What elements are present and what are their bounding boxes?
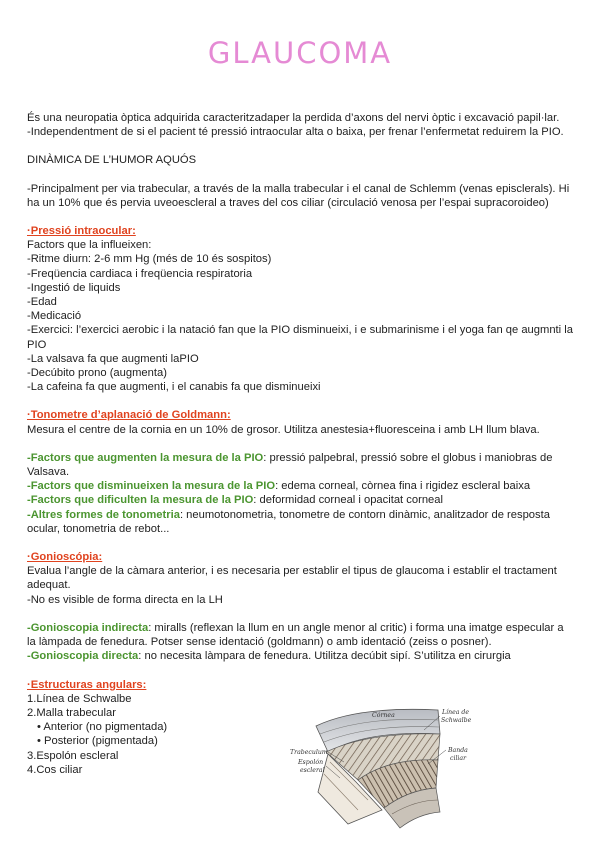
factor-altres xyxy=(27,508,575,536)
factor-label: -Altres formes de tonometria xyxy=(27,508,180,521)
label-trabeculum: Trabeculum xyxy=(290,749,328,756)
gonioscopia-indirecta xyxy=(27,621,575,649)
estructuras-heading: ·Estructuras angulars: xyxy=(27,678,147,691)
factor-dificulten xyxy=(27,493,575,507)
page-title: GLAUCOMA xyxy=(207,36,393,70)
factor-label: -Factors que augmenten la mesura de la PIO xyxy=(27,451,264,464)
list-item: -La valsava fa que augmenti laPIO xyxy=(27,352,199,365)
factor-text: : neumotonometria, tonometre de contorn dinàmic, analitzador de resposta ocular, tonometria de rebot... xyxy=(27,508,550,535)
list-item: -Medicació xyxy=(27,310,82,323)
list-item: -Ingestió de liquids xyxy=(27,281,121,294)
label-espolon-2: escleral xyxy=(300,767,325,774)
dinamica-heading: DINÀMICA DE L’HUMOR AQUÓS xyxy=(27,154,197,167)
factor-text: : deformidad corneal i opacitat corneal xyxy=(253,494,443,507)
pressio-list xyxy=(27,252,575,394)
list-subitem: • Anterior (no pigmentada) xyxy=(37,721,168,734)
dinamica-text: -Principalment per via trabecular, a través de la malla trabecular i el canal de Schlemm (venas episclerals). Hi ha un 10% que és pervia uveoescleral a traves del cos ciliar (circulació venosa per l’espai supracoroideo) xyxy=(27,182,570,209)
tonometre-text: Mesura el centre de la cornia en un 10% de grosor. Utilitza anestesia+fluoresceina i amb LH llum blava. xyxy=(27,423,540,436)
gonioscopia-heading: ·Gonioscópia: xyxy=(27,551,103,564)
label-cornea: Córnea xyxy=(372,712,395,719)
factor-text: : edema corneal, còrnea fina i rigidez escleral baixa xyxy=(275,480,531,493)
factor-disminueixen xyxy=(27,479,575,493)
list-item: -Freqüencia cardiaca i freqüencia respiratoria xyxy=(27,267,253,280)
list-item: -Exercici: l’exercici aerobic i la natació fan que la PIO disminueixi, i e submarinisme i el yoga fan qe augmnti la PIO xyxy=(27,324,573,351)
list-item: -Decúbito prono (augmenta) xyxy=(27,367,167,380)
label-espolon-1: Espolón xyxy=(298,759,324,766)
label-banda-2: ciliar xyxy=(450,755,467,762)
label-linea-2: Schwalbe xyxy=(441,717,472,724)
gonioscopia-indirecta-text: : miralls (reflexan la llum en un angle menor al critic) i forma una imatge especular a la làmpada de fenedura. Potser sense identació (goldmann) o amb identació (zeiss o posner). xyxy=(27,621,564,649)
intro-note: -Independentment de si el pacient té pressió intraocular alta o baixa, per frenar l’enfermetat reduirem la PIO. xyxy=(27,126,564,139)
gonioscopia-note: -No es visible de forma directa en la LH xyxy=(27,593,223,606)
pressio-intro: Factors que la influeixen: xyxy=(27,239,152,252)
factor-augmenten xyxy=(27,451,575,479)
list-item: 1.Línea de Schwalbe xyxy=(27,692,132,705)
factor-label: -Factors que dificulten la mesura de la PIO xyxy=(27,494,254,507)
list-item: 2.Malla trabecular xyxy=(27,706,116,719)
angle-structures-illustration xyxy=(288,700,473,832)
factor-text: : pressió palpebral, pressió sobre el globus i maniobras de Valsava. xyxy=(27,451,553,479)
pressio-heading: ·Pressió intraocular: xyxy=(27,225,136,238)
list-item: -Ritme diurn: 2-6 mm Hg (més de 10 és sospitos) xyxy=(27,253,272,266)
gonioscopia-text: Evalua l’angle de la càmara anterior, i es necesaria per establir el tipus de glaucoma i establir el tractament adequat. xyxy=(27,565,557,592)
list-item: -La cafeina fa que augmenti, i el canabis fa que disminueixi xyxy=(27,381,321,394)
list-item: 3.Espolón escleral xyxy=(27,749,119,762)
list-subitem: • Posterior (pigmentada) xyxy=(37,735,158,748)
intro-paragraph: És una neuropatia òptica adquirida caracteritzadaper la perdida d’axons del nervi òptic i excavació papil·lar. xyxy=(27,112,560,124)
gonioscopia-directa xyxy=(27,649,575,663)
label-linea-1: Línea de xyxy=(442,709,470,716)
tonometre-heading: ·Tonometre d’aplanació de Goldmann: xyxy=(27,409,231,422)
gonioscopia-directa-text: : no necesita làmpara de fenedura. Utilitza decúbit sipí. S’utilitza en cirurgia xyxy=(138,650,511,663)
list-item: -Edad xyxy=(27,296,57,309)
factor-label: -Factors que disminueixen la mesura de la PIO xyxy=(27,480,276,493)
list-item: 4.Cos ciliar xyxy=(27,763,83,776)
gonioscopia-directa-label: -Gonioscopia directa xyxy=(27,650,139,663)
document-body xyxy=(27,111,575,777)
gonioscopia-indirecta-label: -Gonioscopia indirecta xyxy=(27,621,149,634)
label-banda-1: Banda xyxy=(448,747,468,754)
